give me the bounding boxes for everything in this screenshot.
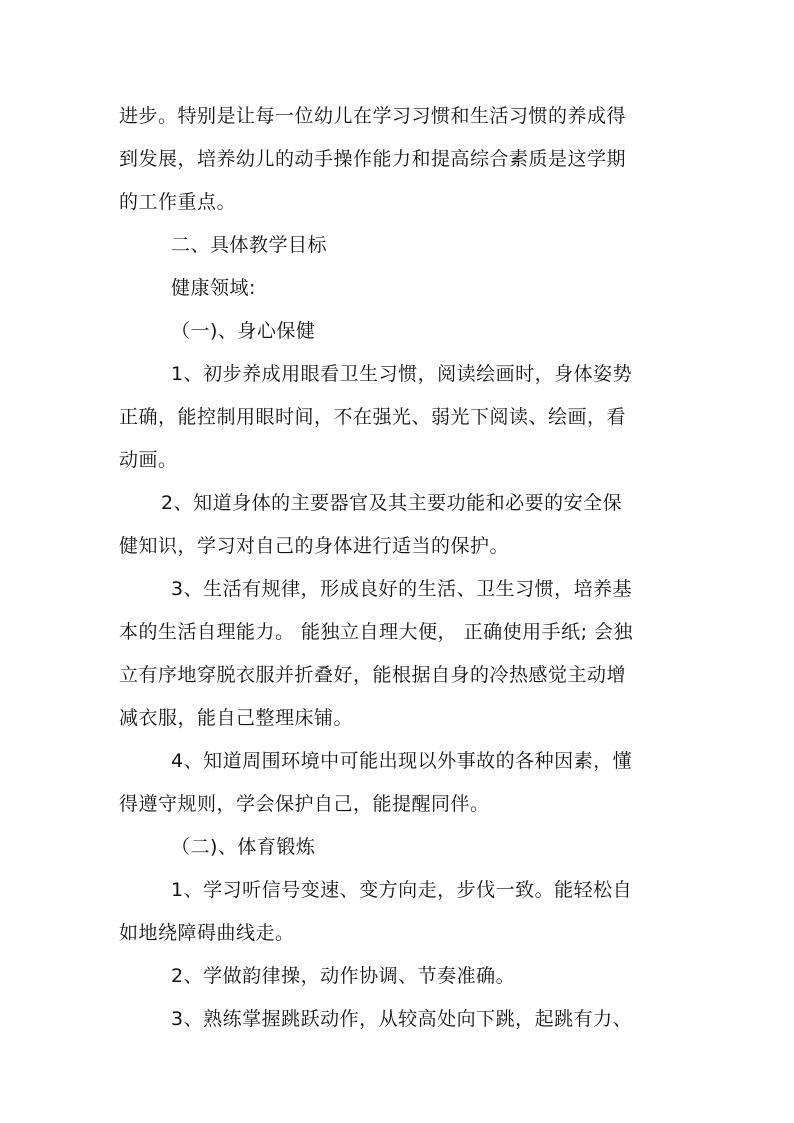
- text-line-3: 的工作重点。: [119, 191, 237, 213]
- text-line-14: 立有序地穿脱衣服并折叠好，能根据自身的冷热感觉主动增: [119, 664, 627, 686]
- text-line-8: 正确，能控制用眼时间，不在强光、弱光下阅读、绘画，看: [119, 406, 627, 428]
- subsection-heading-2: （二)、体育锻炼: [171, 836, 316, 858]
- text-line-12: 3、生活有规律，形成良好的生活、卫生习惯，培养基: [171, 578, 633, 600]
- text-line-22: 3、熟练掌握跳跃动作，从较高处向下跳，起跳有力、: [171, 1008, 633, 1030]
- text-line-16: 4、知道周围环境中可能出现以外事故的各种因素，懂: [171, 750, 633, 772]
- text-line-13: 本的生活自理能力。 能独立自理大便， 正确使用手纸; 会独: [119, 621, 634, 643]
- text-line-9: 动画。: [119, 449, 178, 471]
- subsection-heading-1: （一)、身心保健: [171, 320, 316, 342]
- text-line-10: 2、知道身体的主要器官及其主要功能和必要的安全保: [161, 492, 623, 514]
- text-line-17: 得遵守规则，学会保护自己，能提醒同伴。: [119, 793, 490, 815]
- text-line-11: 健知识，学习对自己的身体进行适当的保护。: [119, 535, 510, 557]
- domain-heading: 健康领域:: [171, 277, 256, 299]
- text-line-2: 到发展，培养幼儿的动手操作能力和提高综合素质是这学期: [119, 148, 627, 170]
- section-heading: 二、具体教学目标: [171, 234, 328, 256]
- text-line-19: 1、学习听信号变速、变方向走，步伐一致。能轻松自: [171, 879, 633, 901]
- text-line-7: 1、初步养成用眼看卫生习惯，阅读绘画时，身体姿势: [171, 363, 633, 385]
- text-line-21: 2、学做韵律操，动作协调、节奏准确。: [171, 965, 516, 987]
- text-line-1: 进步。特别是让每一位幼儿在学习习惯和生活习惯的养成得: [119, 105, 627, 127]
- text-line-15: 减衣服，能自己整理床铺。: [119, 707, 354, 729]
- text-line-20: 如地绕障碍曲线走。: [119, 922, 295, 944]
